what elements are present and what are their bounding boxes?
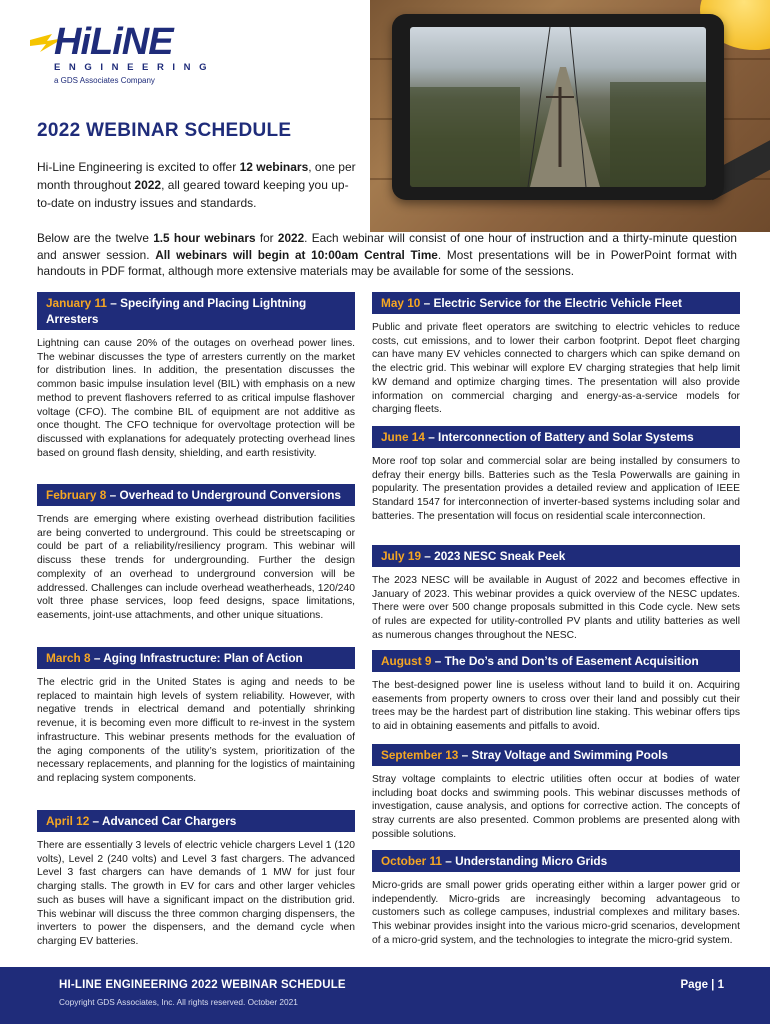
session-description: More roof top solar and commercial solar are being installed by consumers to defray their energy bills. Batteries such as the Tesla Powerwalls are gaining in popularity. The presentation provides a detailed review and application of IEEE Standard 1547 for interconnection of inverter-based systems including solar and batteries. The presentation will focus on residential scale interconnection.: [372, 456, 740, 522]
power-line-photo: [410, 27, 706, 187]
session-october: [372, 850, 740, 948]
logo-subtitle: a GDS Associates Company: [54, 76, 155, 85]
session-description: Micro-grids are small power grids operating either within a larger power grid or independently. Micro-grids are increasingly becoming advantageous to customers such as college campuses, industrial complexes and military bases. This webinar provides insight into the various micro-grid scenarios, development of a micro-grid system, and the technologies to integrate the micro-grid system.: [372, 880, 740, 946]
session-july: [372, 545, 740, 643]
logo-engineering-text: ENGINEERING: [54, 62, 216, 73]
page-title: 2022 WEBINAR SCHEDULE: [37, 120, 292, 141]
session-header: March 8 – Aging Infrastructure: Plan of Action: [37, 647, 355, 669]
session-header: August 9 – The Do’s and Don’ts of Easement Acquisition: [372, 650, 740, 672]
session-header: October 11 – Understanding Micro Grids: [372, 850, 740, 872]
session-header: June 14 – Interconnection of Battery and Solar Systems: [372, 426, 740, 448]
page-number: Page | 1: [680, 979, 724, 991]
session-september: [372, 744, 740, 842]
session-description: Public and private fleet operators are switching to electric vehicles to reduce costs, cut emissions, and to lower their carbon footprint. Depot fleet charging can have many EV vehicles connected to chargers which can spike demand on the electric grid. This webinar will explore EV charging strategies that help limit kW demand and optimize charging times. The presentation will also provide information on commercial charging and energy-as-a-service models for charging fleets.: [372, 322, 740, 416]
session-april: [37, 810, 355, 949]
session-description: There are essentially 3 levels of electric vehicle chargers Level 1 (120 volts), Level 2 (240 volts) and Level 3 fast chargers. The advanced Level 3 fast chargers can have demands of 1 MW for just four charging stalls. The growth in EV for cars and other larger vehicles such as buses will have a significant impact on the distribution grid. This webinar will discuss the three common charging dispensers, the inverters to power the dispensers, and the demand cycle when charging EV batteries.: [37, 840, 355, 947]
session-header: July 19 – 2023 NESC Sneak Peek: [372, 545, 740, 567]
session-august: [372, 650, 740, 734]
session-description: Lightning can cause 20% of the outages on overhead power lines. The webinar discusses the type of arresters currently on the market for distribution lines. In addition, the presentation discusses the common basic impulse insulation level (BIL) with emphasis on a new method to prevent flashovers referred to as critical impulse flashover voltage (CFO). The combine BIL of equipment are not additive as once thought. The CFO technique for overvoltage protection will be discussed with explanations for adequately protecting overhead lines based on ground flash density, shielding, and earth resistivity.: [37, 338, 355, 459]
intro-paragraph: Hi-Line Engineering is excited to offer 12 webinars, one per month throughout 2022, all geared toward keeping you up-to-date on industry issues and standards.: [37, 160, 356, 210]
session-description: The best-designed power line is useless without land to build it on. Acquiring easements from property owners to cross over their land and possibly cut their trees may be the hardest part of distribution line staking. This webinar offers tips to aid in obtaining easements and pitfalls to avoid.: [372, 680, 740, 733]
page-footer: [0, 967, 770, 1024]
session-june: [372, 426, 740, 524]
session-january: [37, 292, 355, 460]
session-description: The 2023 NESC will be available in August of 2022 and becomes effective in January of 2023. This webinar provides a quick overview of the NESC updates. There were over 500 change proposals submitted in this Code cycle. New sets of rules are expected for utility-controlled PV plants and utility batteries as well as numerous changes throughout the NESC.: [372, 575, 740, 641]
session-may: [372, 292, 740, 417]
session-header: April 12 – Advanced Car Chargers: [37, 810, 355, 832]
session-header: February 8 – Overhead to Underground Conversions: [37, 484, 355, 506]
session-description: The electric grid in the United States is aging and needs to be replaced to maintain high levels of system reliability. However, with negative trends in electrical demand and potentially shrinking revenue, it is becoming even more difficult to re-invest in the system infrastructure. This webinar presents methods for the evaluation of the aging components of the utility’s system, prioritization of the necessary replacements, and planning for the logistics of maintaining and replacing system components.: [37, 677, 355, 784]
footer-title: HI-LINE ENGINEERING 2022 WEBINAR SCHEDULE: [59, 979, 346, 991]
session-march: [37, 647, 355, 786]
company-logo: [30, 21, 216, 86]
session-header: May 10 – Electric Service for the Electric Vehicle Fleet: [372, 292, 740, 314]
hero-image: [370, 0, 770, 232]
session-description: Stray voltage complaints to electric utilities often occur at bodies of water including boat docks and swimming pools. This webinar discusses methods of investigation, cause analysis, and options for corrective action. The concepts of stray currents are also presented. Common problems are presented along with possible solutions.: [372, 774, 740, 840]
session-header: January 11 – Specifying and Placing Lightning Arresters: [37, 292, 355, 330]
footer-copyright: Copyright GDS Associates, Inc. All rights reserved. October 2021: [59, 997, 298, 1007]
schedule-description: Below are the twelve 1.5 hour webinars for 2022. Each webinar will consist of one hour of instruction and a thirty-minute question and answer session. All webinars will begin at 10:00am Central Time. Most presentations will be in PowerPoint format with handouts in PDF format, although more extensive materials may be available for some of the sessions.: [37, 231, 737, 278]
session-header: September 13 – Stray Voltage and Swimming Pools: [372, 744, 740, 766]
tablet-icon: [392, 14, 724, 200]
logo-wordmark: HiLiNE: [54, 21, 173, 63]
session-description: Trends are emerging where existing overhead distribution facilities are being converted to underground. This could be streetscaping or could be part of a reliability/resiliency program. This webinar will discuss these trends for undergrounding. Further the design complexity of an overhead to underground conversion will be addressed. Challenges can include overhead weatherheads, 120/240 volt three phase services, loop feed designs, space limitations, easements, joint-use attachments, and other unique situations.: [37, 514, 355, 621]
session-february: [37, 484, 355, 623]
